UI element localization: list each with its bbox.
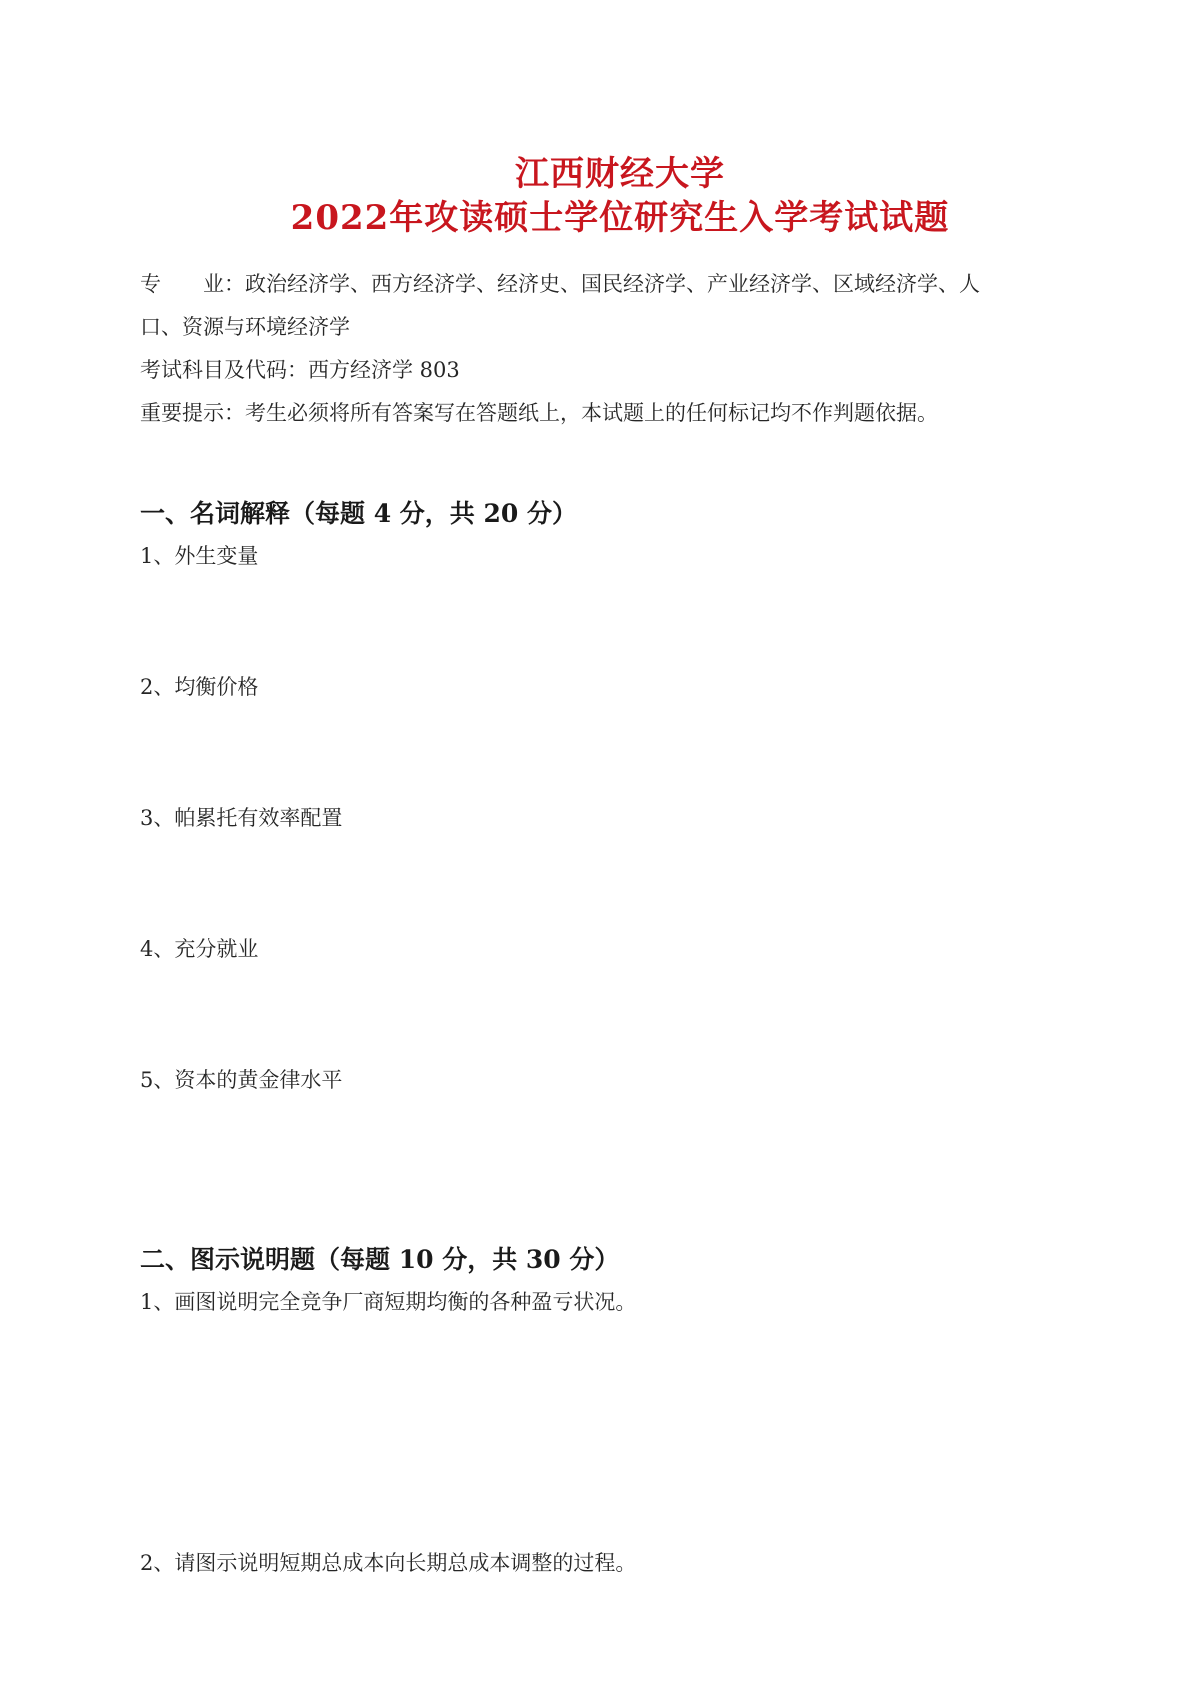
subject-line: 考试科目及代码：西方经济学 803 [140,358,460,382]
question-item: 3、帕累托有效率配置 [140,806,343,830]
major-line-2: 口、资源与环境经济学 [140,315,350,339]
section-heading-1: 一、名词解释（每题 4 分，共 20 分） [140,499,578,528]
question-item: 2、请图示说明短期总成本向长期总成本调整的过程。 [140,1551,637,1575]
exam-title: 2022年攻读硕士学位研究生入学考试试题 [290,198,950,238]
question-item: 2、均衡价格 [140,675,259,699]
question-item: 1、画图说明完全竞争厂商短期均衡的各种盈亏状况。 [140,1290,637,1314]
university-title: 江西财经大学 [515,154,725,194]
question-item: 1、外生变量 [140,544,259,568]
major-label: 专 业： [140,272,245,296]
question-item: 5、资本的黄金律水平 [140,1068,343,1092]
major-list: 政治经济学、西方经济学、经济史、国民经济学、产业经济学、区域经济学、人 [245,272,980,296]
section-heading-2: 二、图示说明题（每题 10 分，共 30 分） [140,1245,620,1274]
major-line-1 [140,270,980,298]
question-item: 4、充分就业 [140,937,259,961]
notice-line: 重要提示：考生必须将所有答案写在答题纸上，本试题上的任何标记均不作判题依据。 [140,401,938,425]
